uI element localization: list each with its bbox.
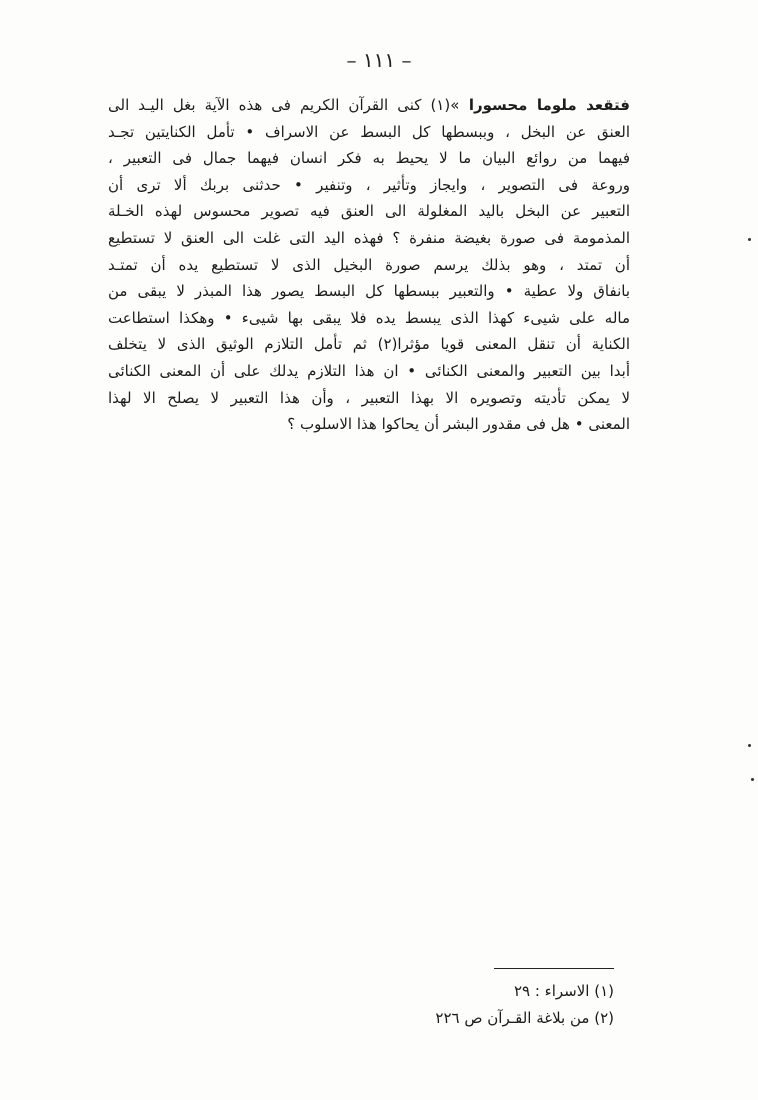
paragraph-line: فيهما من روائع البيان ما لا يحيط به فكر انسان فيهما جمال فى التعبير ، [108, 149, 630, 168]
footnote-2: (٢) من بلاغة القـرآن ص ٢٢٦ [435, 1009, 614, 1027]
paragraph-line: التعبير عن البخل باليد المغلولة الى العنق فيه تصوير محسوس لهذه الخـلة [108, 202, 630, 221]
scan-speck [748, 238, 751, 241]
paragraph-line: العنق عن البخل ، وببسطها كل البسط عن الاسراف • تأمل الكنايتين تجـد [108, 122, 630, 141]
paragraph-line: لا يمكن تأديته وتصويره الا بهذا التعبير ، وأن هذا التعبير لا يصلح الا لهذا [108, 388, 630, 407]
paragraph-line: بانفاق ولا عطية • والتعبير ببسطها كل البسط يصور هذا المبذر لا يبقى من [108, 282, 630, 301]
scan-speck [751, 778, 754, 781]
footnote-1: (١) الاسراء : ٢٩ [513, 982, 614, 1000]
paragraph-line: الكناية أن تنقل المعنى قويا مؤثرا(٢) ثم تأمل التلازم الوثيق الذى لا يتخلف [108, 335, 630, 354]
paragraph-line: أن تمتد ، وهو بذلك يرسم صورة البخيل الذى لا تستطيع يده أن تمتـد [108, 255, 630, 274]
paragraph-line: المذمومة فى صورة بغيضة منفرة ؟ فهذه اليد التى غلت الى العنق لا تستطيع [108, 228, 630, 247]
quoted-verse-ending: فتقعد ملوما محسورا [459, 96, 630, 114]
paragraph-line: المعنى • هل فى مقدور البشر أن يحاكوا هذا الاسلوب ؟ [287, 415, 630, 434]
scan-speck [748, 744, 751, 747]
line-text: »(١) كنى القرآن الكريم فى هذه الآية بغل اليـد الى [108, 96, 460, 114]
footnotes [300, 978, 614, 1032]
page-number: – ١١١ – [346, 48, 412, 72]
footnote-separator [494, 968, 614, 969]
paragraph-line: ماله على شيىء كهذا الذى يبسط يده فلا يبقى بها شيىء • وهكذا استطاعت [108, 308, 630, 327]
body-paragraph [108, 92, 630, 438]
paragraph-line: وروعة فى التصوير ، وايجاز وتأثير ، وتنفير • حدثنى بربك ألا ترى أن [108, 175, 630, 194]
paragraph-line: أبدا بين التعبير والمعنى الكنائى • ان هذا التلازم يدلك على أن المعنى الكنائى [108, 361, 630, 380]
paragraph-line [108, 92, 630, 119]
